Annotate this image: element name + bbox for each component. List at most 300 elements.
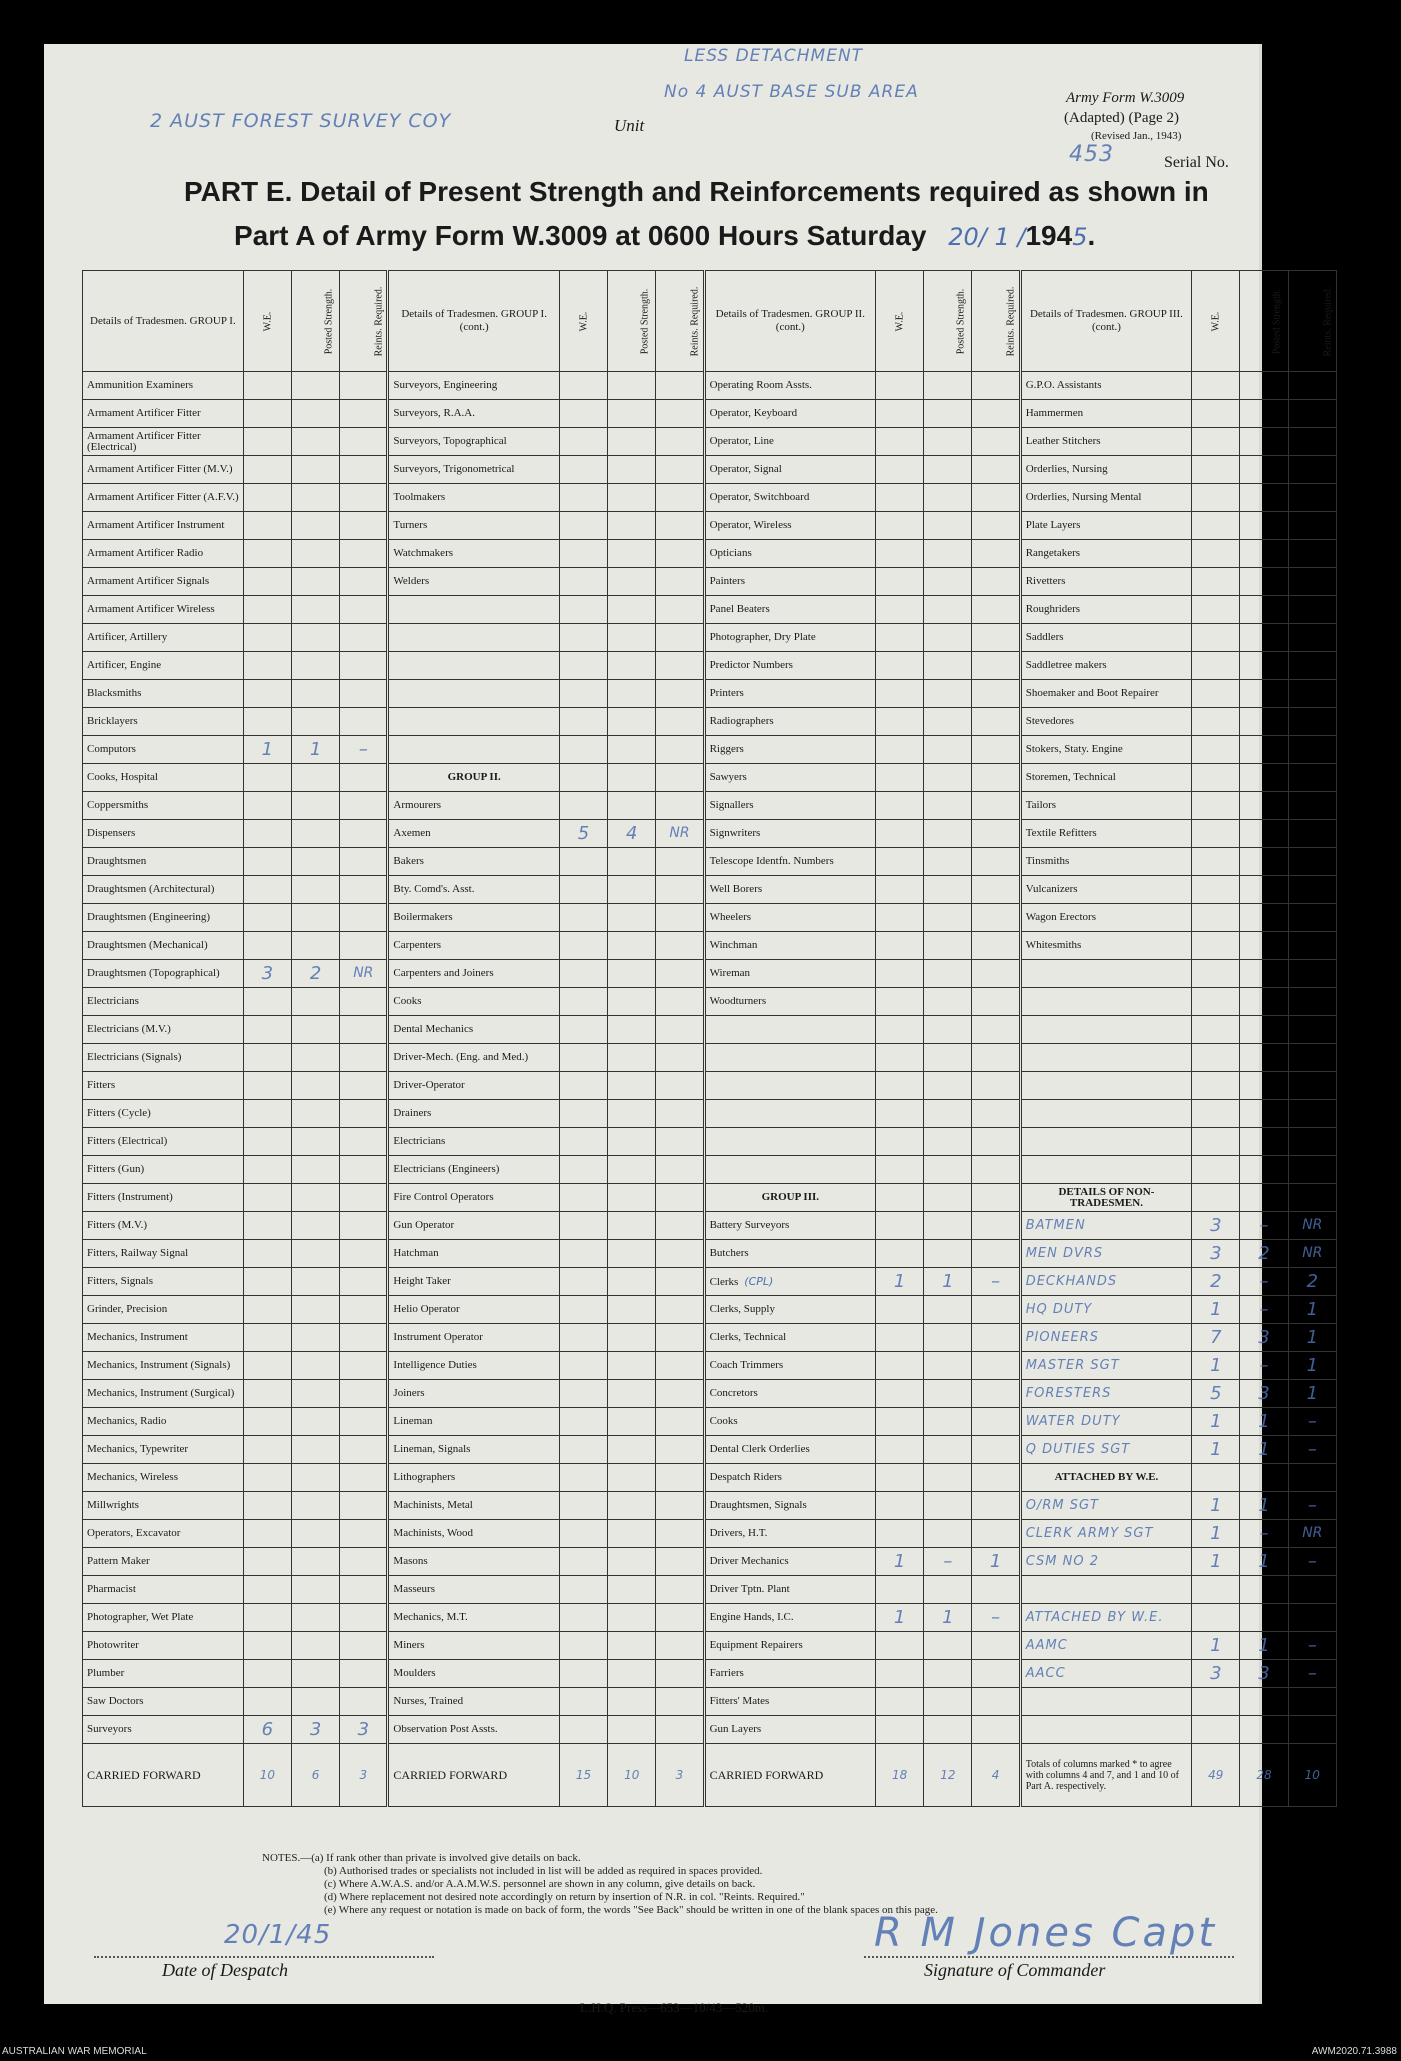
signature-handwritten: R M Jones Capt — [874, 1910, 1218, 1956]
we-value — [876, 1296, 924, 1324]
we-value — [1192, 596, 1240, 624]
trade-cell: Machinists, Wood — [388, 1520, 559, 1548]
trade-cell: Well Borers — [704, 876, 875, 904]
serial-handwritten: 453 — [1069, 142, 1114, 167]
reints-value — [972, 1240, 1020, 1268]
posted-value — [291, 1100, 339, 1128]
posted-value — [608, 848, 656, 876]
posted-value — [924, 1156, 972, 1184]
trade-cell: Artificer, Engine — [83, 652, 244, 680]
table-row — [83, 1632, 1337, 1660]
trade-cell: Nurses, Trained — [388, 1688, 559, 1716]
table-row — [83, 596, 1337, 624]
reints-value — [656, 1520, 704, 1548]
trade-cell: Equipment Repairers — [704, 1632, 875, 1660]
serial-label: Serial No. — [1164, 154, 1229, 171]
we-value — [559, 456, 607, 484]
reints-value — [1288, 1072, 1336, 1100]
we-value — [243, 848, 291, 876]
note-c: (c) Where A.W.A.S. and/or A.A.M.W.S. personnel are shown in any column, give details on back. — [324, 1878, 756, 1890]
posted-value — [924, 512, 972, 540]
trade-cell: AACC — [1020, 1660, 1191, 1688]
we-value: 1 — [1192, 1632, 1240, 1660]
trade-cell: Saddlers — [1020, 624, 1191, 652]
trade-cell — [1020, 988, 1191, 1016]
reints-value — [656, 1660, 704, 1688]
trade-cell: Shoemaker and Boot Repairer — [1020, 680, 1191, 708]
trade-cell: Mechanics, Typewriter — [83, 1436, 244, 1464]
posted-value — [291, 708, 339, 736]
reints-value — [656, 1212, 704, 1240]
trade-cell — [388, 652, 559, 680]
trade-cell: Height Taker — [388, 1268, 559, 1296]
trade-cell: Draughtsmen — [83, 848, 244, 876]
table-row — [83, 1268, 1337, 1296]
posted-value — [291, 1632, 339, 1660]
table-row — [83, 512, 1337, 540]
we-value — [876, 512, 924, 540]
we-value — [1192, 904, 1240, 932]
trade-cell: Driver Tptn. Plant — [704, 1576, 875, 1604]
trade-cell: Hatchman — [388, 1240, 559, 1268]
posted-value — [608, 708, 656, 736]
reints-value — [340, 652, 388, 680]
trade-cell: Cooks, Hospital — [83, 764, 244, 792]
trade-cell: Draughtsmen (Engineering) — [83, 904, 244, 932]
reints-value — [972, 960, 1020, 988]
trade-cell — [1020, 1100, 1191, 1128]
posted-value — [1240, 1072, 1288, 1100]
posted-value — [291, 988, 339, 1016]
trade-cell — [1020, 1016, 1191, 1044]
posted-value — [924, 400, 972, 428]
we-value — [559, 1408, 607, 1436]
posted-value — [924, 1436, 972, 1464]
we-value — [243, 1408, 291, 1436]
trade-cell: Concretors — [704, 1380, 875, 1408]
reints-value — [340, 1548, 388, 1576]
we-value — [559, 1324, 607, 1352]
trade-cell: Operator, Line — [704, 428, 875, 456]
posted-value: 3 — [1240, 1324, 1288, 1352]
posted-value — [924, 1716, 972, 1744]
posted-value — [924, 1352, 972, 1380]
we-value — [1192, 484, 1240, 512]
trade-cell: Fitters (Gun) — [83, 1156, 244, 1184]
posted-value — [924, 1380, 972, 1408]
reints-value — [656, 680, 704, 708]
we-value — [1192, 764, 1240, 792]
posted-value — [924, 568, 972, 596]
strength-table — [82, 270, 1337, 1807]
trade-cell: Lithographers — [388, 1464, 559, 1492]
posted-value — [924, 456, 972, 484]
posted-value — [924, 1100, 972, 1128]
we-value — [1192, 680, 1240, 708]
we-value — [559, 512, 607, 540]
posted-value — [924, 680, 972, 708]
col-header-reints: Reints. Required. — [1288, 271, 1336, 372]
posted-value — [924, 904, 972, 932]
posted-value — [608, 932, 656, 960]
table-row — [83, 1128, 1337, 1156]
we-value — [243, 652, 291, 680]
posted-value — [291, 512, 339, 540]
signature-dotted-line — [864, 1956, 1234, 1958]
we-value — [243, 988, 291, 1016]
trade-cell: Vulcanizers — [1020, 876, 1191, 904]
reints-value — [1288, 1688, 1336, 1716]
reints-value — [1288, 1576, 1336, 1604]
posted-value — [608, 1436, 656, 1464]
posted-value — [1240, 1576, 1288, 1604]
we-value — [876, 1324, 924, 1352]
cf-g1-we: 10 — [243, 1744, 291, 1807]
title-year-handwritten: 5 — [1072, 223, 1088, 251]
posted-value — [1240, 1016, 1288, 1044]
we-value — [1192, 988, 1240, 1016]
posted-value — [1240, 400, 1288, 428]
posted-value — [1240, 1604, 1288, 1632]
we-value — [559, 1716, 607, 1744]
trade-cell: Fitters, Signals — [83, 1268, 244, 1296]
reints-value — [1288, 540, 1336, 568]
reints-value — [656, 1380, 704, 1408]
trade-cell — [704, 1016, 875, 1044]
posted-value — [608, 1156, 656, 1184]
reints-value — [340, 764, 388, 792]
trade-cell: Armament Artificer Signals — [83, 568, 244, 596]
reints-value — [1288, 1464, 1336, 1492]
reints-value — [972, 1436, 1020, 1464]
cf-g2c-posted: 12 — [924, 1744, 972, 1807]
form-sheet — [44, 44, 1333, 2015]
we-value — [559, 1212, 607, 1240]
posted-value — [1240, 680, 1288, 708]
we-value — [243, 1464, 291, 1492]
we-value — [559, 568, 607, 596]
we-value — [243, 1128, 291, 1156]
trade-cell: Gun Layers — [704, 1716, 875, 1744]
table-row — [83, 1352, 1337, 1380]
posted-value — [291, 876, 339, 904]
trade-cell: Farriers — [704, 1660, 875, 1688]
reints-value — [340, 932, 388, 960]
we-value — [876, 960, 924, 988]
we-value — [559, 652, 607, 680]
trade-cell: FORESTERS — [1020, 1380, 1191, 1408]
posted-value — [924, 960, 972, 988]
reints-value — [656, 1436, 704, 1464]
reints-value — [340, 988, 388, 1016]
form-adapted: (Adapted) (Page 2) — [1064, 110, 1179, 126]
we-value — [243, 1016, 291, 1044]
trade-cell: Wheelers — [704, 904, 875, 932]
totals-we: 49 — [1192, 1744, 1240, 1807]
posted-value — [291, 596, 339, 624]
posted-value: 3 — [291, 1716, 339, 1744]
trade-cell: Operators, Excavator — [83, 1520, 244, 1548]
trade-cell: Intelligence Duties — [388, 1352, 559, 1380]
we-value: 1 — [876, 1604, 924, 1632]
we-value — [1192, 1128, 1240, 1156]
trade-cell: Driver-Mech. (Eng. and Med.) — [388, 1044, 559, 1072]
reints-value — [972, 1520, 1020, 1548]
posted-value — [608, 988, 656, 1016]
trade-cell: Bakers — [388, 848, 559, 876]
table-row — [83, 484, 1337, 512]
trade-cell: GROUP II. — [388, 764, 559, 792]
reints-value — [656, 400, 704, 428]
reints-value — [1288, 1044, 1336, 1072]
posted-value — [1240, 736, 1288, 764]
reints-value — [656, 1688, 704, 1716]
posted-value — [924, 1324, 972, 1352]
reints-value: – — [1288, 1548, 1336, 1576]
trade-cell: Electricians — [83, 988, 244, 1016]
form-title-line1: PART E. Detail of Present Strength and Reinforcements required as shown in — [184, 176, 1209, 207]
trade-cell: Painters — [704, 568, 875, 596]
reints-value — [340, 484, 388, 512]
trade-cell: Signwriters — [704, 820, 875, 848]
reints-value — [972, 904, 1020, 932]
table-row — [83, 736, 1337, 764]
trade-cell: Photographer, Dry Plate — [704, 624, 875, 652]
we-value: 3 — [1192, 1240, 1240, 1268]
trade-cell: Saw Doctors — [83, 1688, 244, 1716]
we-value: 5 — [1192, 1380, 1240, 1408]
we-value — [243, 1520, 291, 1548]
we-value — [559, 540, 607, 568]
table-row — [83, 1044, 1337, 1072]
we-value — [876, 400, 924, 428]
table-row — [83, 708, 1337, 736]
trade-cell: Panel Beaters — [704, 596, 875, 624]
we-value — [876, 624, 924, 652]
reints-value — [972, 568, 1020, 596]
posted-value — [291, 1548, 339, 1576]
table-row — [83, 1380, 1337, 1408]
we-value — [243, 1072, 291, 1100]
posted-value — [1240, 932, 1288, 960]
posted-value — [291, 1660, 339, 1688]
posted-value — [1240, 624, 1288, 652]
posted-value — [1240, 428, 1288, 456]
press-line: L.H.Q. Press—653—10/43—520m. — [580, 2000, 769, 2015]
posted-value: 1 — [1240, 1436, 1288, 1464]
note-e: (e) Where any request or notation is made on back of form, the words "See Back" should be written in one of the blank spaces on this page. — [324, 1904, 938, 1916]
reints-value — [972, 1016, 1020, 1044]
posted-value — [924, 1408, 972, 1436]
reints-value — [656, 1324, 704, 1352]
posted-value: 3 — [1240, 1380, 1288, 1408]
we-value — [559, 848, 607, 876]
posted-value — [291, 1464, 339, 1492]
trade-cell: Operator, Signal — [704, 456, 875, 484]
posted-value — [608, 1184, 656, 1212]
table-row — [83, 1100, 1337, 1128]
posted-value — [1240, 1128, 1288, 1156]
trade-cell: Plate Layers — [1020, 512, 1191, 540]
reints-value: – — [1288, 1492, 1336, 1520]
reints-value — [972, 1072, 1020, 1100]
posted-value — [291, 1240, 339, 1268]
posted-value — [608, 624, 656, 652]
we-value — [559, 1184, 607, 1212]
col-header-posted: Posted Strength. — [924, 271, 972, 372]
we-value — [559, 1268, 607, 1296]
trade-cell: Mechanics, Radio — [83, 1408, 244, 1436]
we-value — [1192, 372, 1240, 400]
posted-value — [608, 736, 656, 764]
we-value: 1 — [1192, 1548, 1240, 1576]
posted-value — [924, 652, 972, 680]
reints-value — [656, 1408, 704, 1436]
posted-value: 1 — [291, 736, 339, 764]
posted-value — [291, 1268, 339, 1296]
reints-value — [340, 596, 388, 624]
despatch-label: Date of Despatch — [162, 1960, 288, 1980]
trade-cell: Surveyors, Topographical — [388, 428, 559, 456]
trade-cell: Armament Artificer Fitter (A.F.V.) — [83, 484, 244, 512]
we-value — [1192, 624, 1240, 652]
posted-value — [608, 652, 656, 680]
trade-cell: Battery Surveyors — [704, 1212, 875, 1240]
we-value — [876, 1184, 924, 1212]
we-value — [243, 400, 291, 428]
we-value — [243, 1352, 291, 1380]
table-row — [83, 1576, 1337, 1604]
posted-value — [924, 876, 972, 904]
reints-value — [1288, 624, 1336, 652]
trade-cell: Electricians (Signals) — [83, 1044, 244, 1072]
reints-value — [340, 400, 388, 428]
we-value — [559, 1100, 607, 1128]
trade-cell: DECKHANDS — [1020, 1268, 1191, 1296]
table-row — [83, 1436, 1337, 1464]
posted-value — [924, 764, 972, 792]
posted-value — [608, 1240, 656, 1268]
we-value — [243, 932, 291, 960]
trade-cell: Rivetters — [1020, 568, 1191, 596]
posted-value: 1 — [1240, 1408, 1288, 1436]
posted-value — [608, 876, 656, 904]
reints-value — [972, 932, 1020, 960]
posted-value — [1240, 1688, 1288, 1716]
we-value — [243, 484, 291, 512]
trade-cell — [704, 1128, 875, 1156]
posted-value: 1 — [924, 1268, 972, 1296]
we-value: 2 — [1192, 1268, 1240, 1296]
we-value — [1192, 848, 1240, 876]
reints-value: – — [1288, 1660, 1336, 1688]
trade-cell: Tailors — [1020, 792, 1191, 820]
reints-value — [972, 512, 1020, 540]
reints-value — [972, 1100, 1020, 1128]
posted-value — [1240, 596, 1288, 624]
posted-value — [291, 428, 339, 456]
trade-cell — [704, 1156, 875, 1184]
we-value: 5 — [559, 820, 607, 848]
trade-cell: Masons — [388, 1548, 559, 1576]
we-value — [243, 820, 291, 848]
posted-value — [1240, 1156, 1288, 1184]
reints-value — [340, 568, 388, 596]
we-value — [1192, 960, 1240, 988]
posted-value — [608, 680, 656, 708]
table-row — [83, 456, 1337, 484]
col-header-group1: Details of Tradesmen. GROUP I. — [83, 271, 244, 372]
trade-cell: Bty. Comd's. Asst. — [388, 876, 559, 904]
reints-value — [656, 1492, 704, 1520]
we-value — [1192, 1072, 1240, 1100]
reints-value — [340, 1660, 388, 1688]
reints-value — [340, 820, 388, 848]
trade-cell: Armament Artificer Instrument — [83, 512, 244, 540]
reints-value — [972, 1660, 1020, 1688]
reints-value — [656, 1184, 704, 1212]
we-value — [559, 1128, 607, 1156]
reints-value — [340, 1352, 388, 1380]
trade-cell: Surveyors — [83, 1716, 244, 1744]
reints-value — [1288, 372, 1336, 400]
reints-value — [340, 1128, 388, 1156]
trade-cell: CLERK ARMY SGT — [1020, 1520, 1191, 1548]
reints-value — [656, 988, 704, 1016]
posted-value — [291, 1436, 339, 1464]
reints-value — [972, 1688, 1020, 1716]
posted-value — [924, 1660, 972, 1688]
reints-value: – — [340, 736, 388, 764]
col-header-we: W.E. — [559, 271, 607, 372]
reints-value — [340, 1436, 388, 1464]
trade-cell: Lineman, Signals — [388, 1436, 559, 1464]
reints-value — [1288, 988, 1336, 1016]
reints-value — [972, 1324, 1020, 1352]
posted-value — [291, 540, 339, 568]
we-value — [559, 1240, 607, 1268]
trade-cell: Stevedores — [1020, 708, 1191, 736]
table-row — [83, 1072, 1337, 1100]
we-value — [243, 1240, 291, 1268]
posted-value — [1240, 456, 1288, 484]
table-row — [83, 1212, 1337, 1240]
table-row — [83, 1408, 1337, 1436]
posted-value — [291, 820, 339, 848]
reints-value — [340, 1100, 388, 1128]
trade-cell: Surveyors, Trigonometrical — [388, 456, 559, 484]
we-value — [559, 792, 607, 820]
totals-reints: 10 — [1288, 1744, 1336, 1807]
posted-value — [608, 792, 656, 820]
trade-cell: HQ DUTY — [1020, 1296, 1191, 1324]
col-header-group2-cont: Details of Tradesmen. GROUP II. (cont.) — [704, 271, 875, 372]
reints-value — [1288, 484, 1336, 512]
we-value — [559, 708, 607, 736]
reints-value — [1288, 1100, 1336, 1128]
posted-value — [924, 1296, 972, 1324]
posted-value — [924, 932, 972, 960]
posted-value: – — [1240, 1520, 1288, 1548]
trade-cell: Coach Trimmers — [704, 1352, 875, 1380]
table-row — [83, 1492, 1337, 1520]
reints-value — [340, 1268, 388, 1296]
posted-value — [924, 1240, 972, 1268]
reints-value — [1288, 820, 1336, 848]
posted-value — [924, 1464, 972, 1492]
trade-cell: Bricklayers — [83, 708, 244, 736]
cf-g2c-reints: 4 — [972, 1744, 1020, 1807]
